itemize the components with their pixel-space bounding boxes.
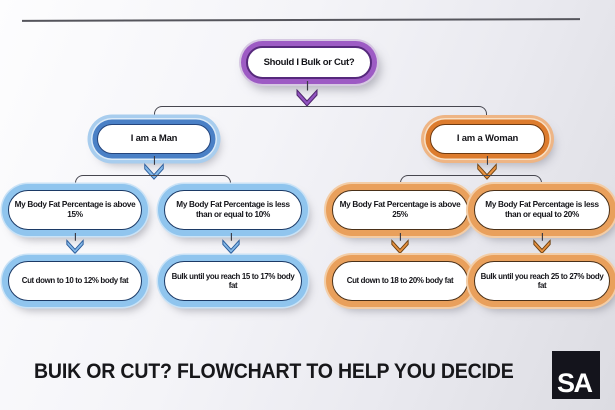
node-action-man-cut [8,261,142,301]
node-condition-man-above [8,190,142,230]
down-arrow-icon [390,233,410,255]
action-label: Bulk until you reach 25 to 27% body fat [480,271,604,290]
condition-label: My Body Fat Percentage is above 15% [14,200,136,219]
sa-logo-text: SA [557,368,592,399]
node-condition-man-below [164,190,302,230]
down-arrow-icon [294,81,320,108]
top-rule-line [22,18,580,21]
condition-label: My Body Fat Percentage is less than or equal to 20% [485,200,599,219]
node-root-question [246,46,372,79]
connector-line [154,106,487,124]
poster-title: BUIK OR CUT? FLOWCHART TO HELP YOU DECIDE [34,360,514,383]
action-label: Bulk until you reach 15 to 17% body fat [171,271,295,290]
condition-label: My Body Fat Percentage is less than or equal to 10% [176,200,290,219]
node-branch-woman [430,124,545,154]
node-action-woman-cut [332,261,468,301]
down-arrow-icon [221,233,241,255]
node-action-man-bulk [164,261,302,301]
condition-label: My Body Fat Percentage is above 25% [339,200,461,219]
action-label: Cut down to 18 to 20% body fat [346,276,454,286]
branch-man-label: I am a Man [130,133,178,145]
down-arrow-icon [532,233,552,255]
branch-woman-label: I am a Woman [456,133,519,145]
sa-logo [552,351,600,399]
root-question-label: Should I Bulk or Cut? [263,56,355,68]
node-condition-woman-above [332,190,468,230]
action-label: Cut down to 10 to 12% body fat [21,276,129,286]
down-arrow-icon [65,233,85,255]
connector-line [75,175,231,190]
node-action-woman-bulk [474,261,610,301]
node-branch-man [97,124,211,154]
connector-line [400,175,542,190]
node-condition-woman-below [474,190,610,230]
